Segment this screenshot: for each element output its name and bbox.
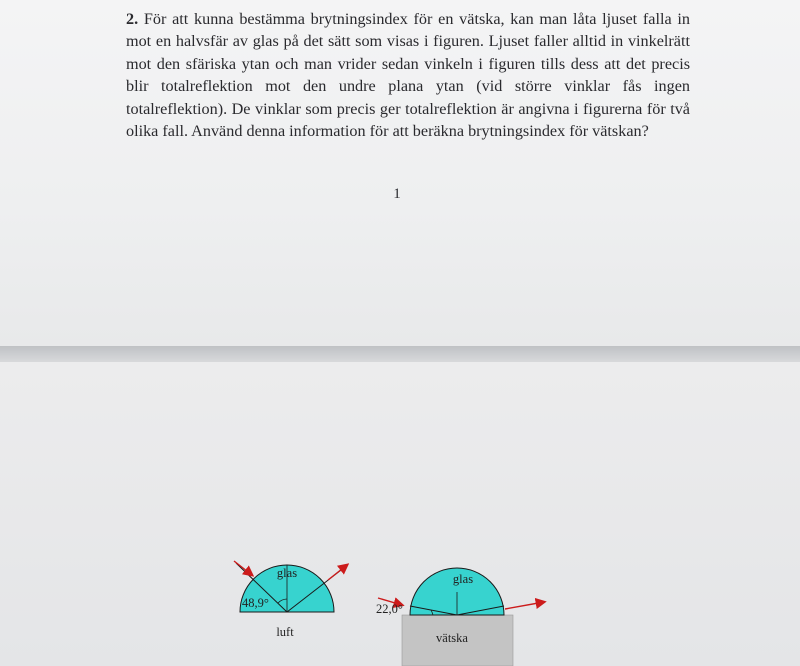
glass-label-right: glas bbox=[452, 572, 474, 586]
medium-label-right: vätska bbox=[436, 631, 468, 645]
angle-label-left: 48,9° bbox=[242, 596, 269, 610]
angle-label-right: 22,0° bbox=[376, 602, 403, 616]
problem-text: För att kunna bestämma brytningsindex för en vätska, kan man låta ljuset falla in mot en halvsfär av glas på det sätt som visas i figuren. Ljuset faller alltid in vinkelrätt mot den sfäriska ytan och man vrider sedan vinkeln i figuren tills dess att det precis blir totalreflektion mot den undre plana ytan (vid större vinklar fås ingen totalreflektion). De vinklar som precis ger totalreflektion är angivna i figurerna för två olika fall. Använd denna information för att beräkna brytningsindex för vätskan? bbox=[126, 10, 690, 141]
glass-label-left: glas bbox=[276, 566, 298, 580]
figure-left bbox=[234, 561, 347, 639]
incoming-arrow-left bbox=[234, 561, 252, 575]
page-number: 1 bbox=[393, 186, 401, 202]
figures bbox=[0, 362, 800, 666]
problem-number: 2. bbox=[126, 10, 139, 28]
outgoing-arrow-left bbox=[328, 565, 347, 580]
figure-right bbox=[376, 568, 544, 666]
medium-label-left: luft bbox=[276, 625, 294, 639]
outgoing-arrow-right bbox=[505, 602, 544, 609]
problem-text-block bbox=[126, 8, 690, 142]
page-divider bbox=[0, 346, 800, 362]
